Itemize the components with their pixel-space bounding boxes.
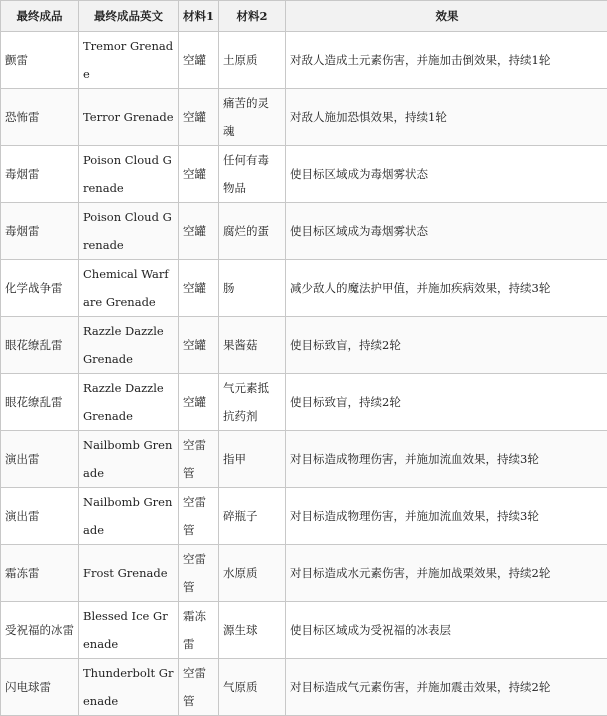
cell-material-2: 气元素抵抗药剂 [219,374,286,431]
header-material-1: 材料1 [179,1,219,32]
cell-effect: 使目标致盲，持续2轮 [286,317,607,374]
cell-effect: 对目标造成物理伤害，并施加流血效果，持续3轮 [286,488,607,545]
cell-final-product: 眼花缭乱雷 [1,317,79,374]
table-row [1,659,607,716]
cell-material-1: 空雷管 [179,488,219,545]
header-final-product: 最终成品 [1,1,79,32]
cell-effect: 对敌人施加恐惧效果，持续1轮 [286,89,607,146]
cell-effect: 减少敌人的魔法护甲值，并施加疾病效果，持续3轮 [286,260,607,317]
cell-effect: 使目标致盲，持续2轮 [286,374,607,431]
cell-final-product: 毒烟雷 [1,146,79,203]
cell-effect: 使目标区域成为受祝福的冰表层 [286,602,607,659]
cell-material-1: 空罐 [179,203,219,260]
table-row [1,602,607,659]
table-row [1,488,607,545]
cell-material-2: 任何有毒物品 [219,146,286,203]
table-header [1,1,607,32]
cell-final-product-english: Poison Cloud Grenade [79,146,179,203]
cell-material-1: 空罐 [179,374,219,431]
cell-final-product: 颤雷 [1,32,79,89]
cell-material-1: 空罐 [179,89,219,146]
header-material-2: 材料2 [219,1,286,32]
cell-material-2: 腐烂的蛋 [219,203,286,260]
cell-material-1: 空雷管 [179,431,219,488]
cell-material-1: 空罐 [179,317,219,374]
cell-final-product-english: Nailbomb Grenade [79,431,179,488]
cell-material-2: 肠 [219,260,286,317]
table-row [1,545,607,602]
table-body [1,32,607,716]
cell-final-product: 恐怖雷 [1,89,79,146]
cell-material-1: 空罐 [179,260,219,317]
cell-effect: 对目标造成物理伤害，并施加流血效果，持续3轮 [286,431,607,488]
table-row [1,146,607,203]
table-row [1,89,607,146]
cell-final-product: 眼花缭乱雷 [1,374,79,431]
cell-final-product-english: Frost Grenade [79,545,179,602]
cell-final-product: 闪电球雷 [1,659,79,716]
cell-final-product-english: Tremor Grenade [79,32,179,89]
cell-material-2: 源生球 [219,602,286,659]
header-final-product-english: 最终成品英文 [79,1,179,32]
cell-material-1: 空雷管 [179,545,219,602]
header-effect: 效果 [286,1,607,32]
table-row [1,317,607,374]
cell-material-1: 空罐 [179,32,219,89]
cell-effect: 对敌人造成土元素伤害，并施加击倒效果，持续1轮 [286,32,607,89]
cell-final-product-english: Blessed Ice Grenade [79,602,179,659]
cell-material-2: 土原质 [219,32,286,89]
cell-material-2: 水原质 [219,545,286,602]
cell-final-product: 毒烟雷 [1,203,79,260]
cell-final-product-english: Nailbomb Grenade [79,488,179,545]
cell-material-2: 气原质 [219,659,286,716]
cell-final-product-english: Razzle Dazzle Grenade [79,317,179,374]
cell-final-product-english: Thunderbolt Grenade [79,659,179,716]
cell-effect: 对目标造成气元素伤害，并施加震击效果，持续2轮 [286,659,607,716]
cell-effect: 对目标造成水元素伤害，并施加战栗效果，持续2轮 [286,545,607,602]
cell-final-product: 演出雷 [1,431,79,488]
table-row [1,260,607,317]
table-row [1,32,607,89]
cell-material-2: 指甲 [219,431,286,488]
cell-effect: 使目标区域成为毒烟雾状态 [286,203,607,260]
cell-final-product-english: Razzle Dazzle Grenade [79,374,179,431]
cell-material-1: 空罐 [179,146,219,203]
table-row [1,374,607,431]
cell-final-product-english: Poison Cloud Grenade [79,203,179,260]
table-row [1,431,607,488]
cell-final-product-english: Terror Grenade [79,89,179,146]
cell-final-product: 演出雷 [1,488,79,545]
cell-material-1: 空雷管 [179,659,219,716]
cell-final-product: 化学战争雷 [1,260,79,317]
header-row [1,1,607,32]
cell-material-2: 碎瓶子 [219,488,286,545]
cell-material-2: 果酱菇 [219,317,286,374]
cell-material-2: 痛苦的灵魂 [219,89,286,146]
cell-material-1: 霜冻雷 [179,602,219,659]
cell-final-product-english: Chemical Warfare Grenade [79,260,179,317]
cell-final-product: 受祝福的冰雷 [1,602,79,659]
table-row [1,203,607,260]
cell-effect: 使目标区域成为毒烟雾状态 [286,146,607,203]
cell-final-product: 霜冻雷 [1,545,79,602]
